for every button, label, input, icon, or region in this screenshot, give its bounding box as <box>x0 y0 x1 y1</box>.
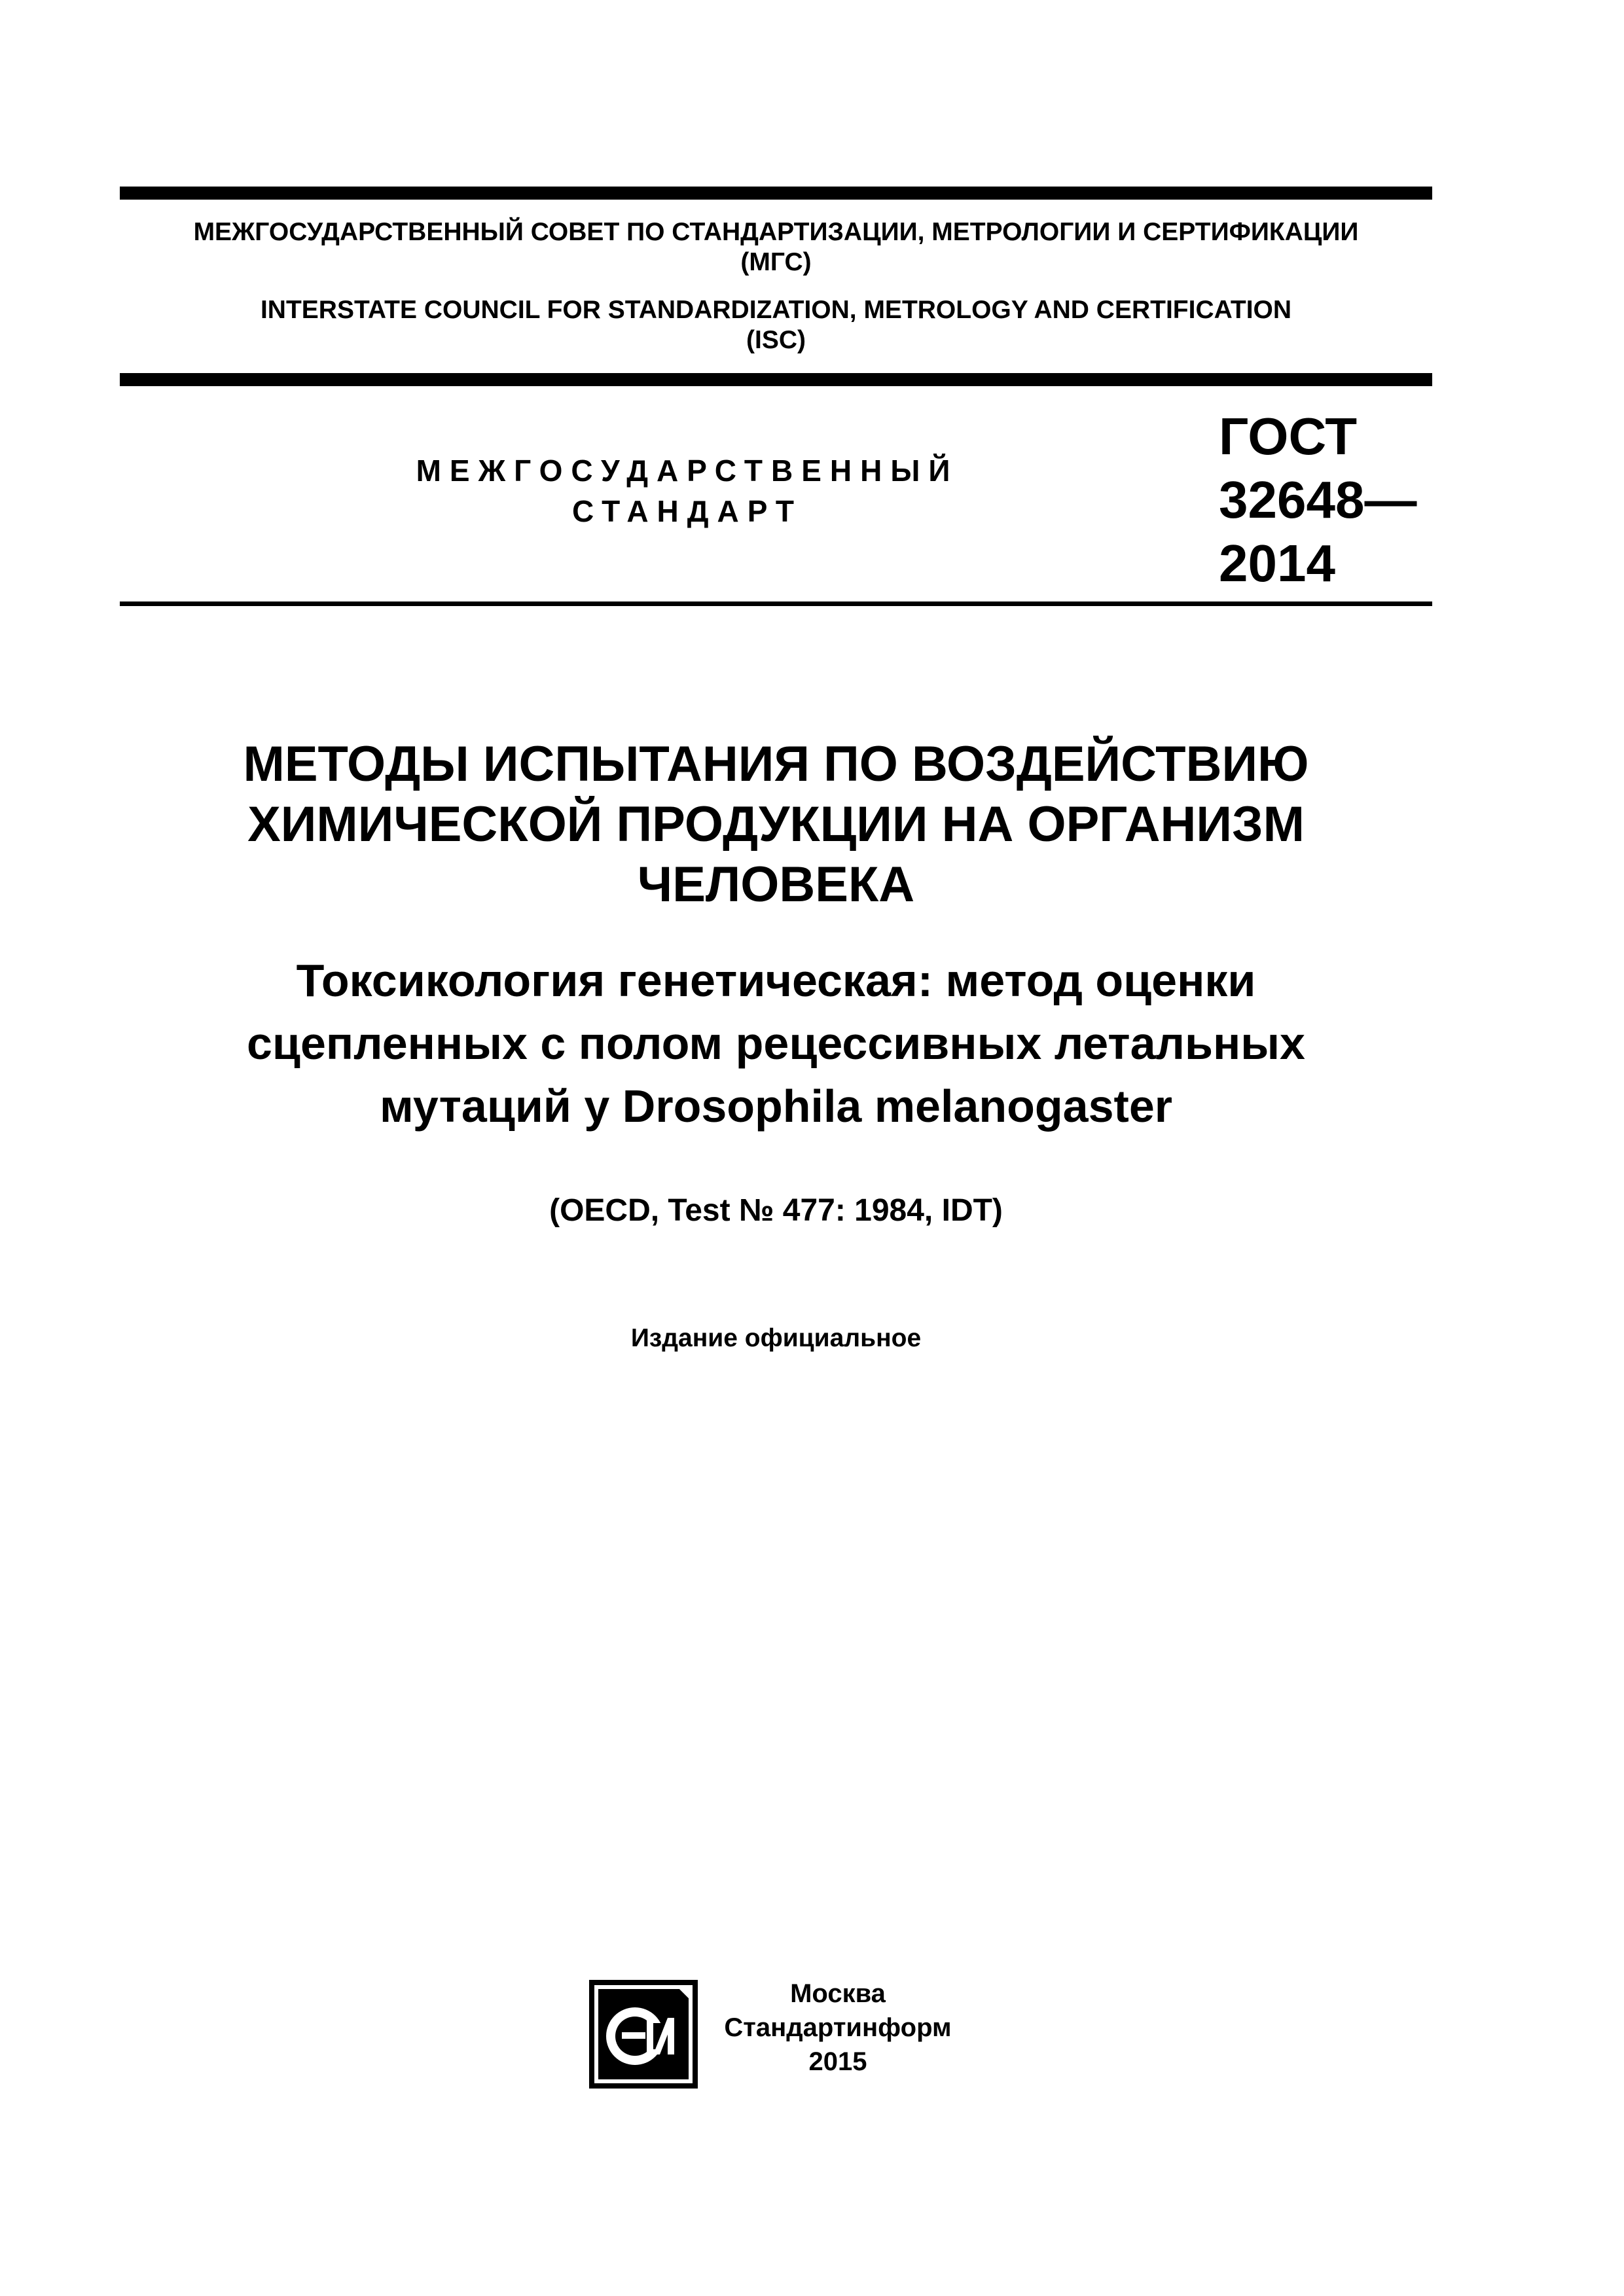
gost-code-prefix: ГОСТ <box>1219 407 1358 465</box>
council-abbr-en: (ISC) <box>746 326 806 354</box>
edition-note: Издание официальное <box>630 1324 922 1352</box>
header-middle-rule <box>120 373 1432 386</box>
standartinform-logo-icon <box>589 1980 698 2089</box>
standard-kind-line2: СТАНДАРТ <box>572 494 803 528</box>
document-title-line2: ХИМИЧЕСКОЙ ПРОДУКЦИИ НА ОРГАНИЗМ <box>247 797 1305 852</box>
header-top-rule <box>120 187 1432 200</box>
standard-kind <box>367 450 1008 531</box>
source-reference: (OECD, Test № 477: 1984, IDT) <box>549 1193 1003 1228</box>
document-subtitle-line2: сцепленных с полом рецессивных летальных <box>246 1018 1305 1069</box>
document-title-line3: ЧЕЛОВЕКА <box>637 857 915 912</box>
gost-code-year: 2014 <box>1219 534 1335 592</box>
council-name-en-line1: INTERSTATE COUNCIL FOR STANDARDIZATION, METROLOGY AND CERTIFICATION <box>260 296 1292 324</box>
document-title <box>120 734 1432 915</box>
document-subtitle-line1: Токсикология генетическая: метод оценки <box>296 955 1256 1006</box>
document-title-line1: МЕТОДЫ ИСПЫТАНИЯ ПО ВОЗДЕЙСТВИЮ <box>243 736 1309 792</box>
council-name-ru <box>120 217 1432 278</box>
publisher-block <box>707 1977 969 2079</box>
document-subtitle-line3: мутаций у Drosophila melanogaster <box>380 1081 1172 1132</box>
standard-kind-line1: МЕЖГОСУДАРСТВЕННЫЙ <box>416 454 959 488</box>
publisher-year: 2015 <box>808 2047 867 2076</box>
gost-code <box>1219 404 1416 595</box>
council-name-en <box>120 295 1432 355</box>
document-subtitle <box>120 949 1432 1138</box>
publisher-city: Москва <box>790 1979 886 2008</box>
council-abbr-ru: (МГС) <box>740 248 812 276</box>
council-name-ru-line1: МЕЖГОСУДАРСТВЕННЫЙ СОВЕТ ПО СТАНДАРТИЗАЦИИ, МЕТРОЛОГИИ И СЕРТИФИКАЦИИ <box>193 218 1359 246</box>
publisher-name: Стандартинформ <box>724 2013 952 2042</box>
header-bottom-rule <box>120 601 1432 606</box>
gost-code-number: 32648— <box>1219 471 1417 529</box>
